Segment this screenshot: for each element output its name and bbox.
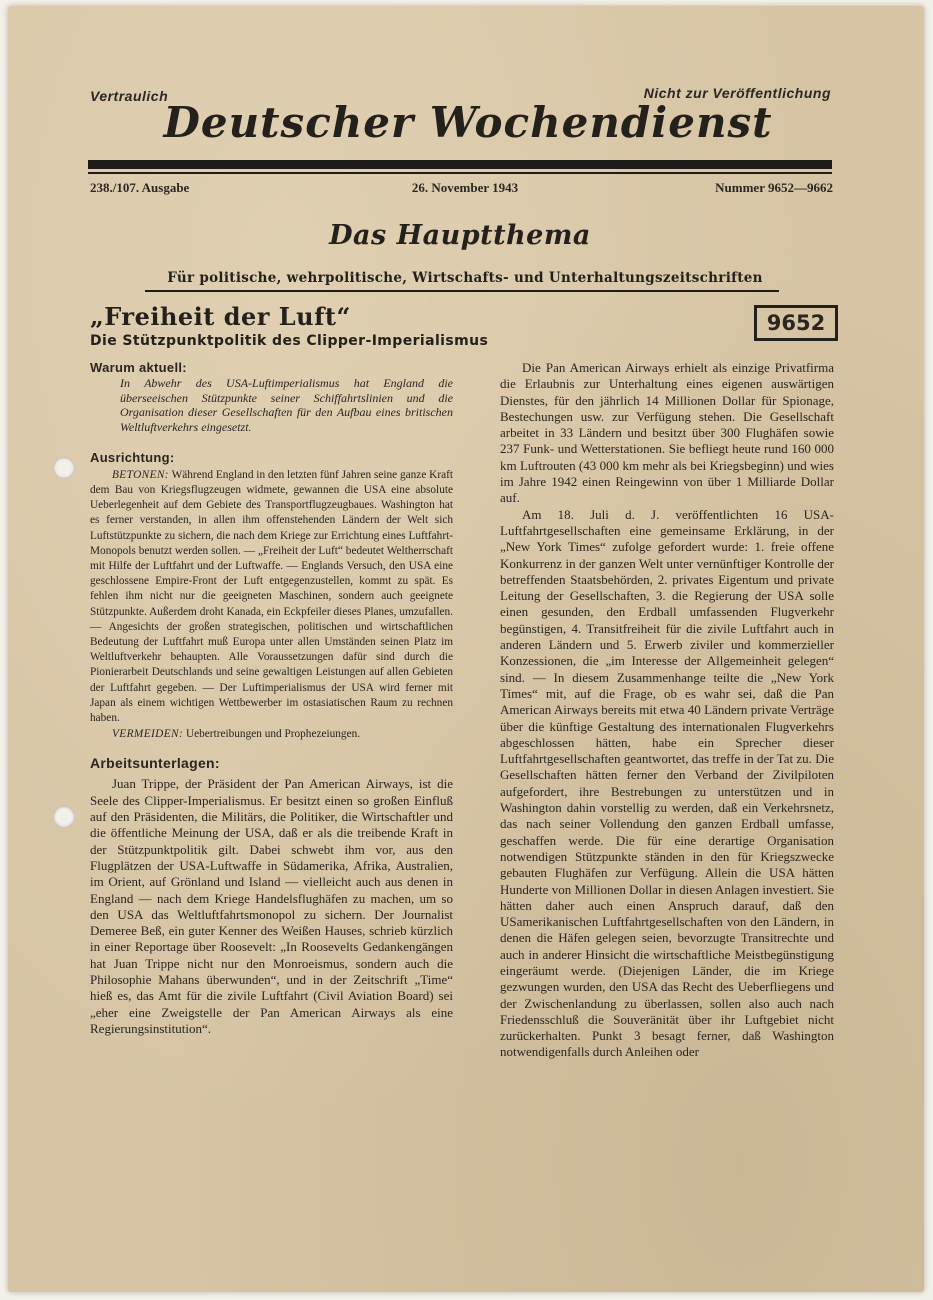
- vermeiden-text: Uebertreibungen und Prophezeiungen.: [185, 728, 361, 741]
- not-for-publication-label: Nicht zur Veröffentlichung: [643, 85, 831, 101]
- punch-hole-top: [53, 457, 75, 479]
- warum-aktuell-paragraph: In Abwehr des USA-Luftimperialismus hat England die überseeischen Stützpunkte seiner Schiffahrtslinien und die Organisation dieser Gesellschaften für den Aufbau eines britischen Weltluftverkehrs eingesetzt.: [120, 376, 453, 435]
- left-column: [90, 360, 453, 1037]
- vermeiden-label: VERMEIDEN:: [112, 728, 184, 741]
- arbeitsunterlagen-label: Arbeitsunterlagen:: [90, 755, 220, 772]
- betonen-label: BETONEN:: [112, 468, 169, 481]
- article-number-box: 9652: [754, 305, 838, 341]
- subtitle-underline: [145, 290, 779, 292]
- warum-aktuell-text: [90, 376, 453, 435]
- section-subtitle: Für politische, wehrpolitische, Wirtschafts- und Unterhaltungszeitschriften: [167, 270, 763, 286]
- ausrichtung-label: Ausrichtung:: [90, 449, 175, 465]
- article-title: „Freiheit der Luft“: [90, 302, 351, 331]
- left-body: [90, 776, 453, 1037]
- issue-number: 238./107. Ausgabe: [90, 180, 190, 195]
- masthead-rule: [88, 160, 832, 169]
- betonen-text: Während England in den letzten fünf Jahren seine ganze Kraft dem Bau von Kriegsflugzeugen widmete, gewannen die USA eine absolute Ueberlegenheit auf dem Gebiete des Transportflugzeugbaues. Washington hat es ferner verstanden, in allen ihm offenstehenden Ländern der Welt sich Luftstützpunkte zu sichern, die nach dem Kriege zur Errichtung eines Luftfahrt-Monopols benutzt werden sollen. — „Freiheit der Luft“ bedeutet Weltherrschaft mit Hilfe der Luftfahrt und der Luftwaffe. — Englands Versuch, den USA eine geschlossene Empire-Front der Luft entgegenzustellen, kommt zu spät. Es fehlen ihm nicht nur die geeigneten Maschinen, sondern auch geeignete Stützpunkte. Außerdem droht Kanada, ein Eckpfeiler dieses Planes, umzufallen. — Angesichts der großen strategischen, politischen und wirtschaftlichen Bedeutung der Luftfahrt muß Europa unter allen Umständen seinen Platz im Weltluftverkehr behaupten. Alle Voraussetzungen dafür sind durch die Pionierarbeit Deutschlands und seine gewaltigen Leistungen auf allen Gebieten der Luftfahrt gegeben. — Der Luftimperialismus der USA wird ferner mit Japan als einem wichtigen Wettbewerber im ostasiatischen Raum zu rechnen haben.: [90, 468, 453, 725]
- article-subtitle: Die Stützpunktpolitik des Clipper-Imperialismus: [90, 333, 489, 349]
- section-title: Das Hauptthema: [329, 220, 591, 251]
- issue-date: 26. November 1943: [411, 180, 519, 195]
- right-paragraph-2: Am 18. Juli d. J. veröffentlichten 16 USA-Luftfahrtgesellschaften eine gemeinsame Erklärung, in der „New York Times“ zufolge gefordert wurde: 1. freie offene Konkurrenz in der ganzen Welt unter vernünftiger Kontrolle der betreffenden Staatsbehörden, 2. privates Eigentum und private Leitung der Gesellschaften, 3. die Regierung der USA solle einen gesunden, den Erdball umfassenden Flugverkehr begünstigen, 4. Transitfreiheit für die zivile Luftfahrt auch in anderen Ländern und 5. Erwerb ziviler und kommerzieller Konzessionen, die „im Interesse der Allgemeinheit gelegen“ sind. — In diesem Zusammenhange teilte die „New York Times“ mit, auf die Frage, ob es wahr sei, daß die Pan American Airways bereits mit etwa 40 Ländern private Verträge über die künftige Gestaltung des internationalen Flugverkehrs abgeschlossen hätten, habe ein Sprecher dieser Luftfahrtgesellschaften geantwortet, das treffe in der Tat zu. Die Gesellschaften hätten ferner den Verband der Zivilpiloten aufgefordert, ihre Bestrebungen zu unterstützen und in Washington dahin vorstellig zu werden, daß ein Verkehrsnetz, das nach seiner Vollendung den ganzen Erdball umfasse, geschaffen werde. Die für eine derartige Organisation notwendigen Stützpunkte ständen in den für Kriegszwecke gebauten Flughäfen zur Verfügung. Allein die USA hätten Hunderte von Millionen Dollar in diesen Anlagen investiert. Sie hätten daher auch einen Anspruch darauf, daß den USamerikanischen Luftfahrtgesellschaften von den Ländern, in denen die Häfen gelegen seien, bevorzugte Transitrechte und auch in anderer Hinsicht die wirtschaftliche Meistbegünstigung eingeräumt werde. (Diejenigen Länder, die im Kriege gezwungen wurden, den USA das Recht des Ueberfliegens und der Zwischenlandung zu überlassen, sollen also auch nach Friedensschluß die Souveränität über ihr Luftgebiet nicht zurückerhalten. Punkt 3 besagt ferner, daß Washington notwendigenfalls durch Anleihen oder: [500, 506, 834, 1060]
- betonen-block: [90, 468, 453, 743]
- confidential-label: Vertraulich: [90, 88, 169, 104]
- article-numbers: Nummer 9652—9662: [715, 180, 833, 195]
- masthead-rule-thin: [88, 172, 832, 174]
- left-body-paragraph: Juan Trippe, der Präsident der Pan American Airways, ist die Seele des Clipper-Imperialismus. Er besitzt einen so großen Einfluß auf den Präsidenten, die Militärs, die Politiker, die Wirtschaftler und die öffentliche Meinung der USA, daß er als die treibende Kraft in der Stützpunktpolitik gilt. Dabei schwebt ihm vor, aus den Flugplätzen der USA-Luftwaffe in Südamerika, Afrika, Australien, im Orient, auf Grönland und Island — vielleicht auch aus denen in England — nach dem Kriege Handelsflughäfen zu machen, um so den USA das Weltluftfahrtsmonopol zu sichern. Der Journalist Demeree Beß, ein guter Kenner des Weißen Hauses, schrieb kürzlich in einer Reportage über Roosevelt: „In Roosevelts Gedankengängen hat Juan Trippe nicht nur den Monroeismus, sondern auch die Philosophie Mahans überwunden“, und in der Zeitschrift „Time“ hieß es, das Amt für die zivile Luftfahrt (Civil Aviation Board) sei „eher eine Zweigstelle der Pan American Airways als eine Regierungsinstitution“.: [90, 776, 453, 1036]
- punch-hole-bottom: [53, 806, 75, 828]
- masthead-title: Deutscher Wochendienst: [163, 98, 773, 147]
- right-paragraph-1: Die Pan American Airways erhielt als einzige Privatfirma die Erlaubnis zur Unterhaltung eines eigenen auswärtigen Dienstes, für den jährlich 14 Millionen Dollar für Spionage, Bestechungen usw. zur Verfügung stehen. Die Gesellschaft arbeitet in 33 Ländern und besitzt über 300 Flughäfen sowie 237 Funk- und Wetterstationen. Sie befliegt heute rund 160 000 km Luftrouten (43 000 km mehr als bei Kriegsbeginn) und wies im Jahre 1942 einen Reingewinn von über 1 Milliarde Dollar auf.: [500, 360, 834, 506]
- warum-aktuell-label: Warum aktuell:: [90, 360, 187, 375]
- right-column: [500, 360, 834, 1061]
